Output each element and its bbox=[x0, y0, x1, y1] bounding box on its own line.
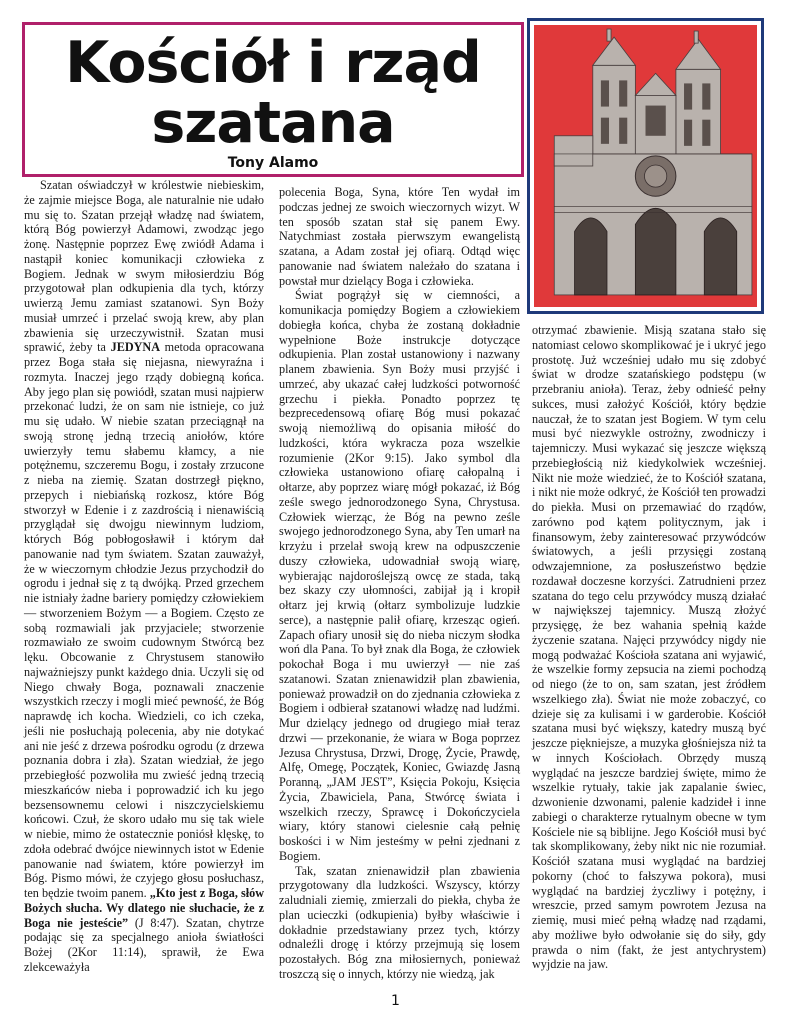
article-author: Tony Alamo bbox=[227, 155, 319, 171]
col1-paragraph-1 bbox=[24, 178, 264, 975]
col1-text-c: (J 8:47). Szatan, chytrze podając się za specjalnego anioła światłości Bożej (2Kor 11:14), sprawił, że Ewa zlekceważyła bbox=[24, 915, 264, 974]
text-column-2 bbox=[279, 185, 520, 982]
article-title: Kościół i rząd szatana bbox=[65, 30, 481, 156]
cathedral-illustration bbox=[534, 25, 757, 307]
cathedral-image bbox=[527, 18, 764, 314]
text-column-3 bbox=[532, 323, 766, 972]
col1-text-b: metoda opracowana przez Boga stała się niejasna, niewyraźna i rozmyta. Inaczej jego rządy dobiegną końca. Aby jego plan się powiódł, szatan musi najpierw przekonać ludzi, że on sam nie istnieje, co już mu się udało. W niebie szatan przeciągnął na swoją stronę jedną trzecią aniołów, które uwierzyły temu słabemu kłamcy, a nie potężnemu, szczeremu Bogu, i zostały zrzucone z nieba na ziemię. Szatan dostrzegł piękno, przepych i niebiańską rozkosz, które Bóg stworzył w Edenie i z zazdrością i nienawiścią przyglądał się dwojgu niewinnym ludziom, których Bóg pobłogosławił i którym dał panowanie nad tym światem. Szatan zauważył, że w wieczornym chłodzie Jezus przychodził do ogrodu i jednał się z tą dwójką. Przed grzechem nie istniały żadne bariery pomiędzy człowiekiem — stworzeniem Bożym — a Bogiem. Często ze sobą rozmawiali jak przyjaciele; stworzenie rozmawiało ze swoim cudownym Stwórcą bez lęku. Obcowanie z Chrystusem stanowiło najważniejszy punkt każdego dnia. Uczyli się od Niego chwały Boga, poznawali znaczenie wszystkich rzeczy i mogli mieć pewność, że Bóg naprawdę ich kocha. Wiedzieli, co ich czeka, jeśli nie posłuchają polecenia, aby nie dotykać ani nie jeść z drzewa pośrodku ogrodu (z drzewa poznania dobra i zła). Szatan wiedział, że jego przebiegłość pozwoliła mu zwieść jedną trzecią mieszkańców nieba i poprowadzić ich ku jego bezsensownemu celowi i niszczycielskiemu końcowi. Czuł, że skoro udało mu się tak wiele w niebie, mimo że ostatecznie poniósł klęskę, to zdoła odebrać dwójce niewinnych istot w Edenie panowanie nad światem, które powierzył im Bóg. Pismo mówi, że czyjego głosu posłuchasz, ten będzie twoim panem. bbox=[24, 340, 264, 900]
col1-text-a: Szatan oświadczył w królestwie niebieskim, że zajmie miejsce Boga, ale naturalnie nie udało mu się to. Szatan przejął władzę nad światem, którą Bóg powierzył Adamowi, zwodząc jego żonę. Następnie poprzez Ewę zwiódł Adama i nastąpił koniec komunikacji człowieka z Bogiem. Jednak w swym miłosierdziu Bóg przygotował plan odkupienia dla tych, którzy uwierzą Jemu zamiast szatanowi. Syn Boży musiał umrzeć i przelać swoją krew, aby plan zbawienia się urzeczywistnił. Szatan musi sprawić, żeby ta bbox=[24, 178, 264, 355]
col3-paragraph-1: otrzymać zbawienie. Misją szatana stało się natomiast celowo skomplikować je i ukryć jego prostotę. Już wcześniej udało mu się zdobyć świat w drodze szatańskiego podstępu (w przebraniu anioła). Teraz, żeby odnieść pełny sukces, musi założyć Kościół, który będzie nauczał, że to szatan jest Bogiem. W tym celu musi być niezwykle ostrożny, zwodniczy i tajemniczy. Musi wykazać się jeszcze większą przebiegłością niż kiedykolwiek wcześniej. Nikt nie może wiedzieć, że to Kościół szatana, i nikt nie może odkryć, że Kościół ten prowadzi do piekła. Musi on przemawiać do rządów, zarówno pod kątem politycznym, jak i finansowym, żeby zainteresować przywódców światowych, a jeśli przysięgi zostaną odwzajemnione, za posłuszeństwo będzie rozdawał doczesne korzyści. Zatrudnieni przez szatana do tego celu przywódcy muszą działać w największej tajemnicy. Muszą złożyć przysięgę, że bez wahania spełnią każde życzenie szatana. Najęci przywódcy nigdy nie mogą podważać Kościoła szatana ani wyjawić, że wszelkie formy zepsucia na ziemi pochodzą od niego (że to on, sam szatan, jest źródłem wszelkiego zła). Świat nie może zobaczyć, co dzieje się za kulisami i w garderobie. Kościół szatana musi być większy, katedry muszą być jeszcze piękniejsze, a muzyka głośniejsza niż ta w innych Kościołach. Obrzędy muszą wyglądać na jeszcze bardziej święte, mimo że wszelkie rytuały, takie jak zapalanie świec, dzwonienie dzwonami, palenie kadzideł i inne zabiegi o charakterze rytualnym obecne w tym Kościele nie są biblijne. Jego Kościół musi być tak skomplikowany, żeby nikt nic nie rozumiał. Kościół szatana musi wyglądać na bardziej pokorny (choć to fałszywa pokora), musi wyglądać na bardziej życzliwy i potężny, i wreszcie, przed samym powrotem Jezusa na ziemię, musi mieć pełną władzę nad rządami, aby możliwe było odwołanie się do siły, gdy prawda o nim (fakt, że jest antychrystem) wyjdzie na jaw. bbox=[532, 323, 766, 972]
col2-paragraph-1: polecenia Boga, Syna, które Ten wydał im podczas jednej ze swoich wieczornych wizyt. W ten sposób szatan stał się panem Ewy. Natychmiast została pierwszym ewangelistą szatana, a Adam został jej ofiarą. Odtąd więc panowanie nad światem należało do szatana i powstał mur dzielący Boga i człowieka. bbox=[279, 185, 520, 288]
col2-paragraph-2: Świat pogrążył się w ciemności, a komunikacja pomiędzy Bogiem a człowiekiem dobiegła końca, chyba że zostaną dokładnie wypełnione Boże instrukcje dotyczące odkupienia. Plan został ustanowiony i nazwany planem zbawienia. Syn Boży musi przyjść i umrzeć, aby ukazać całej ludzkości potworność grzechu i piekła. Ponadto poprzez tę bezprecedensową ofiarę Bóg musi pokazać swoją niemożliwą do opisania miłość do ludzkości, która wykracza poza wszelkie rozumienie (2Kor 9:15). Jako symbol dla człowieka ustanowiono ofiarę całopalną i ołtarze, aby poprzez wiarę mógł pokazać, iż Bóg ześle swego jednorodzonego Syna, Chrystusa. Człowiek wierząc, że Bóg na pewno ześle swojego jednorodzonego Syna, aby Ten umarł na krzyżu i przelał swoją krew na odpuszczenie duszy człowieka, udowadniał swoją wiarę, wybierając najdoroślejszą owcę ze stada, taką bez skazy czy ułomności, zabijał ją i kropił ołtarz jej krwią (ołtarz symbolizuje ludzkie serce), a następnie palił ofiarę, krzesząc ogień. Zapach ofiary unosił się do nieba niczym słodka woń dla Pana. To był znak dla Boga, że człowiek pokochał Boga i mu uwierzył — nie zaś szatanowi. Szatan znienawidził plan zbawienia, ponieważ prowadził on do zjednania człowieka z Bogiem i odbierał szatanowi władzę nad ludźmi. Mur dzielący jednego od drugiego miał teraz drzwi — przekonanie, że wiara w Boga poprzez Jezusa Chrystusa, Drzwi, Drogę, Życie, Prawdę, Alfę, Omegę, Początek, Koniec, Gwiazdę Jasną Poranną, „JAM JEST”, Księcia Pokoju, Księcia Życia, Zbawiciela, Pana, Stwórcę świata i wszelkich rzeczy, Sprawcę i Dokończyciela wiary, który stanowi cielesnie całą pełnię boskości i w Nim jesteśmy w pełni zjednani z Bogiem. bbox=[279, 288, 520, 863]
col2-paragraph-3: Tak, szatan znienawidził plan zbawienia przygotowany dla ludzkości. Wszyscy, którzy zaludniali ziemię, zmierzali do piekła, chyba że plan ucieczki (odkupienia) byłby właściwie i dokładnie przedstawiany przez tych, którzy odnaleźli drogę i którzy przejmują się losem pozostałych. Bóg zna miłosiernych, ponieważ troszczą się o innych, którzy nie wiedzą, jak bbox=[279, 863, 520, 981]
col1-bible-quote: „Kto jest z Boga, słów Bożych słucha. Wy dlatego nie słuchacie, że z Boga nie jesteście” bbox=[24, 886, 265, 930]
text-column-1 bbox=[24, 178, 264, 975]
page-number: 1 bbox=[391, 993, 400, 1009]
title-box bbox=[22, 22, 524, 177]
col1-emphasis: JEDYNA bbox=[110, 340, 161, 355]
